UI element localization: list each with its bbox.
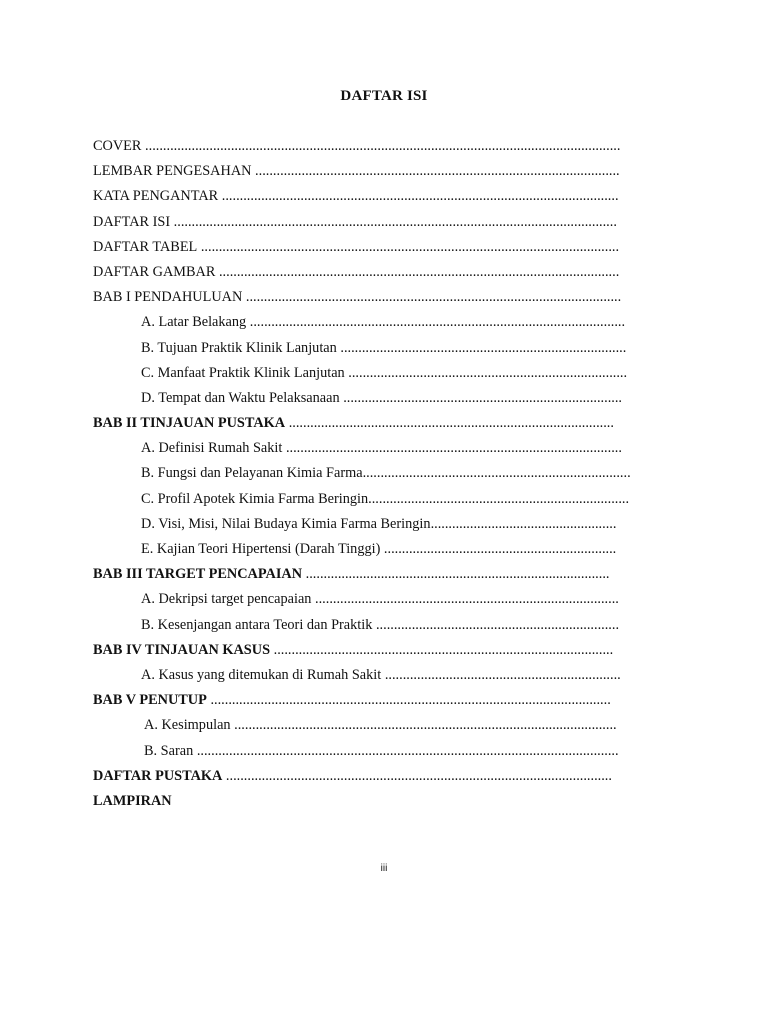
toc-entry <box>93 565 673 590</box>
toc-entry <box>93 490 673 515</box>
toc-entry-leader: ................................................................................................................ <box>206 692 611 709</box>
toc-entry <box>93 767 673 792</box>
toc-entry-title: BAB V PENUTUP <box>93 692 207 709</box>
toc-entry-title: DAFTAR PUSTAKA <box>93 767 223 784</box>
toc-entry-title: D. Tempat dan Waktu Pelaksanaan <box>141 389 340 406</box>
toc-entry <box>93 540 673 565</box>
toc-entry-leader: ..................................................................................... <box>311 591 619 608</box>
toc-entry <box>93 414 673 439</box>
toc-entry <box>93 162 673 187</box>
toc-entry-leader: ............................................................................................................ <box>222 767 612 784</box>
toc-entry <box>93 792 673 817</box>
toc-entry <box>93 691 673 716</box>
toc-entry <box>93 590 673 615</box>
table-of-contents <box>93 137 673 817</box>
toc-entry-leader: ................................................................................ <box>336 339 627 356</box>
toc-entry <box>93 641 673 666</box>
toc-entry-title: A. Dekripsi target pencapaian <box>141 591 312 608</box>
toc-entry-leader: ...................................................................................................................... <box>193 742 619 759</box>
toc-entry-leader: ..................................................................................................................... <box>197 238 620 255</box>
toc-entry-leader: .................................................... <box>430 515 617 532</box>
toc-entry-leader: ............................................................................................................... <box>218 188 619 205</box>
toc-entry-leader: .................................................................. <box>381 666 621 683</box>
toc-entry-title: LEMBAR PENGESAHAN <box>93 163 252 180</box>
toc-entry-leader: ............................................................................................................................ <box>170 213 617 230</box>
toc-entry-leader: ........................................................................... <box>362 465 631 482</box>
toc-entry-title: BAB I PENDAHULUAN <box>93 289 243 306</box>
toc-entry-leader: .................................................................... <box>372 616 620 633</box>
toc-entry-leader: ......................................................................................................... <box>246 314 626 331</box>
toc-entry-leader: ..................................................................................................................................... <box>141 138 621 154</box>
toc-entry <box>93 339 673 364</box>
toc-entry <box>93 213 673 238</box>
toc-entry-title: DAFTAR GAMBAR <box>93 263 216 280</box>
toc-entry-leader: ..................................................................................... <box>302 566 610 583</box>
toc-entry-title: C. Profil Apotek Kimia Farma Beringin <box>141 490 369 507</box>
toc-entry-leader: ................................................................. <box>380 541 617 557</box>
toc-entry <box>93 313 673 338</box>
toc-entry-leader: ........................................................................................................... <box>230 717 617 734</box>
toc-entry <box>93 666 673 691</box>
toc-entry <box>93 515 673 540</box>
toc-entry-title: COVER <box>93 138 142 154</box>
toc-entry <box>93 716 673 741</box>
toc-entry-title: BAB III TARGET PENCAPAIAN <box>93 566 303 583</box>
toc-entry-title: B. Tujuan Praktik Klinik Lanjutan <box>141 339 337 356</box>
toc-entry-leader: .............................................................................. <box>344 364 628 381</box>
toc-entry-title: B. Fungsi dan Pelayanan Kimia Farma <box>141 465 363 482</box>
toc-entry-title: BAB II TINJAUAN PUSTAKA <box>93 415 286 432</box>
toc-entry-leader: .............................................................................. <box>339 389 622 406</box>
toc-entry-title: D. Visi, Misi, Nilai Budaya Kimia Farma Beringin <box>141 515 431 532</box>
toc-entry-leader: .............................................................................................. <box>282 440 622 457</box>
toc-entry <box>93 616 673 641</box>
toc-entry-leader: ............................................................................................... <box>270 641 614 658</box>
toc-entry-title: DAFTAR TABEL <box>93 238 198 255</box>
toc-entry <box>93 137 673 162</box>
toc-entry-title: C. Manfaat Praktik Klinik Lanjutan <box>141 364 345 381</box>
toc-entry <box>93 364 673 389</box>
toc-entry <box>93 238 673 263</box>
toc-entry-title: BAB IV TINJAUAN KASUS <box>93 641 271 658</box>
toc-entry <box>93 742 673 767</box>
toc-entry <box>93 263 673 288</box>
page-title: DAFTAR ISI <box>340 88 428 104</box>
toc-entry <box>93 288 673 313</box>
toc-entry <box>93 439 673 464</box>
toc-entry-title: A. Kesimpulan <box>144 717 231 734</box>
toc-entry <box>93 389 673 414</box>
toc-entry <box>93 187 673 212</box>
toc-entry-leader: ......................................................................................................... <box>242 289 622 306</box>
toc-entry-title: A. Kasus yang ditemukan di Rumah Sakit <box>141 666 382 683</box>
toc-entry-title: B. Saran <box>144 742 194 759</box>
toc-entry-title: A. Latar Belakang <box>141 314 247 331</box>
toc-entry-title: B. Kesenjangan antara Teori dan Praktik <box>141 616 373 633</box>
toc-entry-leader: ......................................................................... <box>368 490 630 507</box>
toc-entry-leader: ........................................................................................... <box>285 415 614 432</box>
toc-entry-title: A. Definisi Rumah Sakit <box>141 440 283 457</box>
page-number: iii <box>380 863 388 874</box>
toc-entry-title: E. Kajian Teori Hipertensi (Darah Tinggi) <box>141 541 381 557</box>
toc-entry-title: DAFTAR ISI <box>93 213 171 230</box>
toc-entry-leader: ................................................................................................................ <box>215 263 620 280</box>
toc-entry-title: KATA PENGANTAR <box>93 188 219 205</box>
toc-entry-leader: ...................................................................................................... <box>251 163 620 180</box>
toc-entry <box>93 464 673 489</box>
toc-entry-title: LAMPIRAN <box>93 792 172 809</box>
